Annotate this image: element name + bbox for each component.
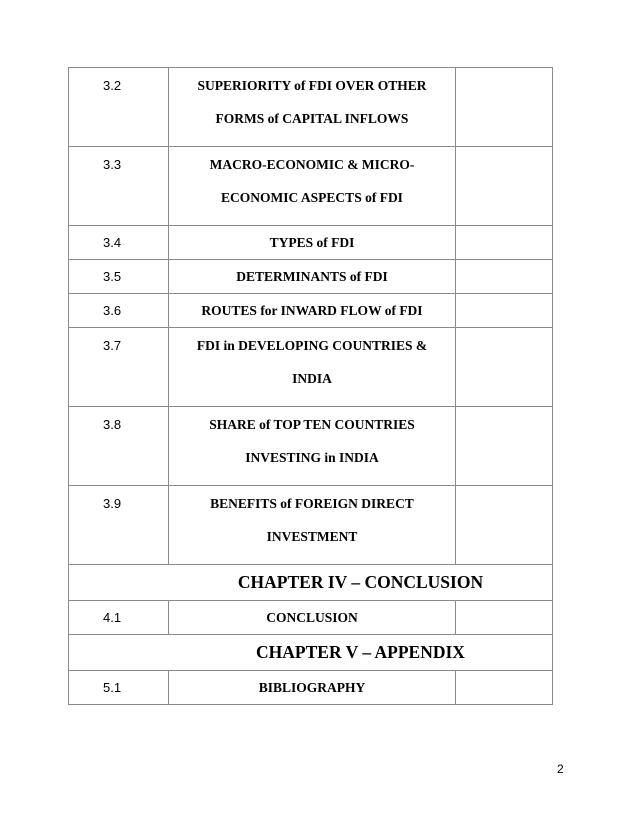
toc-row bbox=[69, 226, 553, 260]
section-title-line: SUPERIORITY of FDI OVER OTHER bbox=[197, 78, 427, 93]
section-number: 3.8 bbox=[69, 407, 169, 486]
chapter-heading-row bbox=[69, 635, 553, 671]
section-title bbox=[169, 328, 456, 407]
section-title bbox=[169, 226, 456, 260]
page-cell bbox=[456, 294, 553, 328]
toc-row bbox=[69, 147, 553, 226]
toc-row bbox=[69, 671, 553, 705]
section-title-line: BIBLIOGRAPHY bbox=[258, 680, 366, 695]
section-title bbox=[169, 671, 456, 705]
page-cell bbox=[456, 328, 553, 407]
page-cell bbox=[456, 601, 553, 635]
section-title-line: INVESTING in INDIA bbox=[245, 450, 379, 465]
section-title-line: SHARE of TOP TEN COUNTRIES bbox=[209, 417, 415, 432]
section-title-line: ROUTES for INWARD FLOW of FDI bbox=[201, 303, 423, 318]
section-title-line: BENEFITS of FOREIGN DIRECT bbox=[210, 496, 414, 511]
section-title-line: CONCLUSION bbox=[266, 610, 358, 625]
page-cell bbox=[456, 226, 553, 260]
toc-row bbox=[69, 328, 553, 407]
section-title bbox=[169, 260, 456, 294]
section-title bbox=[169, 68, 456, 147]
chapter-heading: CHAPTER IV – CONCLUSION bbox=[69, 565, 553, 601]
section-title-line: FDI in DEVELOPING COUNTRIES & bbox=[196, 338, 428, 353]
section-title-line: TYPES of FDI bbox=[269, 235, 355, 250]
chapter-heading-row bbox=[69, 565, 553, 601]
section-number: 3.9 bbox=[69, 486, 169, 565]
section-number: 3.2 bbox=[69, 68, 169, 147]
page-number: 2 bbox=[557, 762, 564, 776]
toc-row bbox=[69, 68, 553, 147]
section-title bbox=[169, 407, 456, 486]
section-title-line: FORMS of CAPITAL INFLOWS bbox=[215, 111, 409, 126]
section-title-line: DETERMINANTS of FDI bbox=[236, 269, 388, 284]
page-cell bbox=[456, 260, 553, 294]
section-title bbox=[169, 294, 456, 328]
page-cell bbox=[456, 671, 553, 705]
section-title-line: MACRO-ECONOMIC & MICRO- bbox=[209, 157, 415, 172]
section-number: 3.4 bbox=[69, 226, 169, 260]
toc-row bbox=[69, 294, 553, 328]
toc-row bbox=[69, 486, 553, 565]
page-cell bbox=[456, 486, 553, 565]
section-number: 3.6 bbox=[69, 294, 169, 328]
toc-row bbox=[69, 260, 553, 294]
section-title bbox=[169, 601, 456, 635]
toc-row bbox=[69, 601, 553, 635]
section-title bbox=[169, 147, 456, 226]
section-number: 5.1 bbox=[69, 671, 169, 705]
chapter-heading: CHAPTER V – APPENDIX bbox=[69, 635, 553, 671]
section-number: 4.1 bbox=[69, 601, 169, 635]
toc-row bbox=[69, 407, 553, 486]
section-number: 3.5 bbox=[69, 260, 169, 294]
section-title-line: ECONOMIC ASPECTS of FDI bbox=[221, 190, 403, 205]
page-cell bbox=[456, 407, 553, 486]
section-number: 3.7 bbox=[69, 328, 169, 407]
page-cell bbox=[456, 147, 553, 226]
table-of-contents bbox=[68, 67, 553, 705]
section-title-line: INDIA bbox=[292, 371, 332, 386]
section-title bbox=[169, 486, 456, 565]
page-cell bbox=[456, 68, 553, 147]
section-title-line: INVESTMENT bbox=[266, 529, 358, 544]
section-number: 3.3 bbox=[69, 147, 169, 226]
